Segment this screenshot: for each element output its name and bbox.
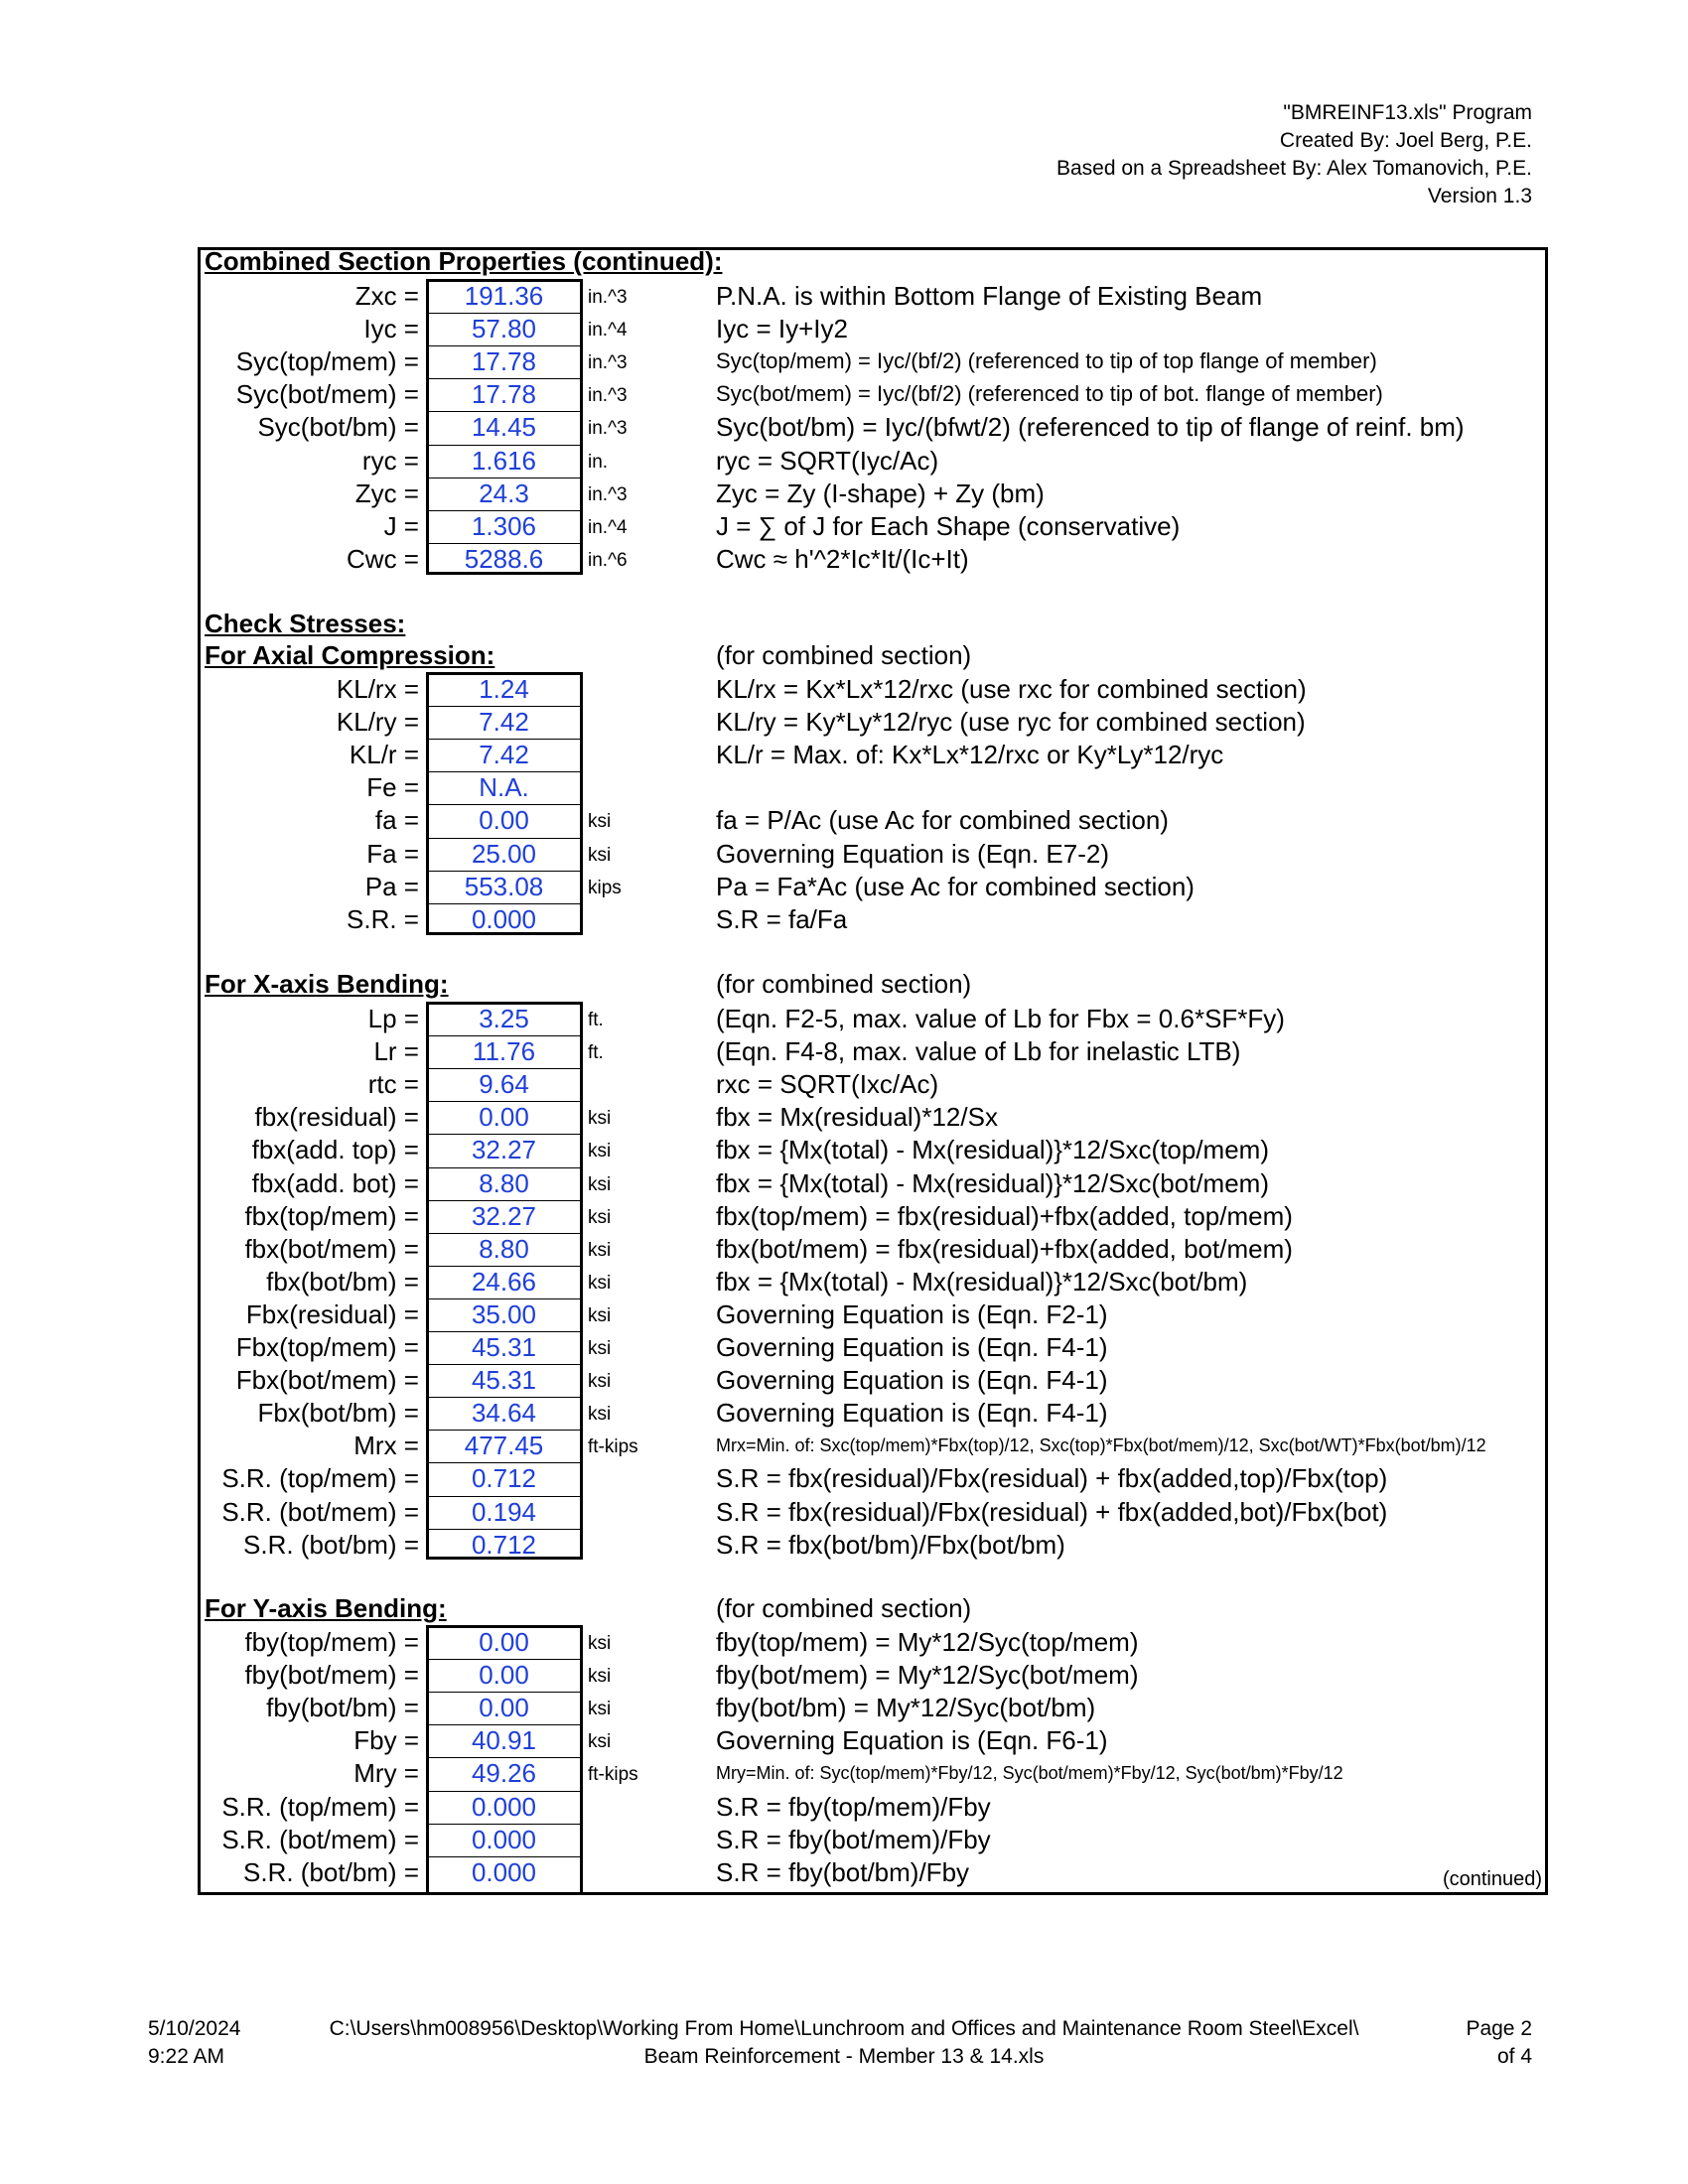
value-cell-divider — [426, 1430, 581, 1431]
xbend-row-label: fbx(residual) = — [254, 1102, 419, 1132]
xbend-row-desc: Governing Equation is (Eqn. F4-1) — [716, 1365, 1108, 1395]
value-cell-divider — [426, 1824, 581, 1825]
ybend-row-unit: ksi — [588, 1731, 612, 1752]
value-cell-divider — [426, 1233, 581, 1234]
axial-row-label: KL/rx = — [336, 674, 419, 704]
xbend-row-desc: Mrx=Min. of: Sxc(top/mem)*Fbx(top)/12, Sxc(top)*Fbx(bot/mem)/12, Sxc(bot/WT)*Fbx(bot/bm)/12 — [716, 1435, 1486, 1455]
combined-row-unit: in.^3 — [588, 352, 628, 373]
combined-row-unit: in.^6 — [588, 550, 628, 571]
axial-row-label: S.R. = — [347, 904, 419, 934]
xbend-row-label: Fbx(bot/bm) = — [257, 1398, 419, 1428]
combined-row-value: 191.36 — [464, 281, 544, 311]
footer-datetime — [148, 2015, 240, 2071]
axial-row-label: fa = — [374, 805, 419, 835]
xbend-row-desc: fbx = Mx(residual)*12/Sx — [716, 1102, 998, 1132]
combined-row-label: Cwc = — [347, 544, 419, 574]
xbend-note: (for combined section) — [716, 969, 972, 999]
xbend-row-value: 45.31 — [471, 1332, 537, 1362]
axial-note: (for combined section) — [716, 640, 972, 670]
xbend-row-desc: Governing Equation is (Eqn. F2-1) — [716, 1299, 1108, 1329]
footer-time: 9:22 AM — [148, 2045, 225, 2068]
xbend-row-desc: fbx = {Mx(total) - Mx(residual)}*12/Sxc(bot/bm) — [716, 1267, 1248, 1297]
ybend-row-unit: ksi — [588, 1666, 612, 1687]
combined-row-unit: in.^3 — [588, 484, 628, 505]
value-cell-divider — [426, 445, 581, 446]
ybend-row-label: S.R. (bot/mem) = — [221, 1825, 419, 1854]
axial-row-value: N.A. — [479, 772, 529, 802]
axial-row-value: 25.00 — [471, 839, 537, 869]
xbend-row-value: 24.66 — [471, 1267, 537, 1297]
ybend-row-desc: Mry=Min. of: Syc(top/mem)*Fby/12, Syc(bot/mem)*Fby/12, Syc(bot/bm)*Fby/12 — [716, 1763, 1343, 1783]
value-cell-divider — [426, 771, 581, 772]
xbend-row-unit: ft. — [588, 1010, 604, 1030]
combined-row-unit: in.^3 — [588, 287, 628, 308]
ybend-row-value: 0.000 — [471, 1825, 537, 1854]
footer-page — [1466, 2015, 1532, 2071]
axial-row-unit: kips — [588, 878, 622, 898]
axial-row-unit: ksi — [588, 845, 612, 866]
xbend-row-label: fbx(add. bot) = — [251, 1168, 419, 1198]
xbend-row-label: fbx(top/mem) = — [244, 1201, 419, 1231]
value-cell-divider — [426, 1462, 581, 1463]
xbend-row-value: 0.712 — [471, 1463, 537, 1493]
xbend-row-label: Lp = — [367, 1004, 419, 1033]
footer-file — [288, 2015, 1400, 2071]
value-cell-divider — [426, 1364, 581, 1365]
xbend-row-label: fbx(bot/bm) = — [266, 1267, 419, 1297]
value-cell-divider — [426, 1035, 581, 1036]
combined-row-desc: Cwc ≈ h'^2*Ic*It/(Ic+It) — [716, 544, 969, 574]
ybend-row-label: fby(bot/bm) = — [266, 1693, 419, 1722]
axial-row-unit: ksi — [588, 811, 612, 832]
xbend-row-desc: Governing Equation is (Eqn. F4-1) — [716, 1332, 1108, 1362]
xbend-row-unit: ksi — [588, 1174, 612, 1195]
xbend-row-unit: ksi — [588, 1240, 612, 1261]
axial-row-desc: fa = P/Ac (use Ac for combined section) — [716, 805, 1169, 835]
combined-row-label: Syc(bot/mem) = — [235, 379, 419, 409]
ybend-row-unit: ksi — [588, 1633, 612, 1654]
value-cell-divider — [426, 1791, 581, 1792]
combined-row-desc: J = ∑ of J for Each Shape (conservative) — [716, 511, 1181, 541]
combined-row-desc: Zyc = Zy (I-shape) + Zy (bm) — [716, 478, 1045, 508]
ybend-row-label: S.R. (bot/bm) = — [243, 1857, 419, 1887]
xbend-row-value: 35.00 — [471, 1299, 537, 1329]
xbend-row-unit: ksi — [588, 1404, 612, 1425]
value-cell-divider — [426, 706, 581, 707]
axial-row-desc: KL/r = Max. of: Kx*Lx*12/rxc or Ky*Ly*12/ryc — [716, 740, 1224, 769]
axial-row-desc: Governing Equation is (Eqn. E7-2) — [716, 839, 1109, 869]
xbend-row-label: Fbx(top/mem) = — [235, 1332, 419, 1362]
ybend-row-value: 49.26 — [471, 1758, 537, 1788]
value-cell-divider — [426, 1529, 581, 1530]
ybend-row-label: S.R. (top/mem) = — [221, 1792, 419, 1822]
footer-page-of: of 4 — [1496, 2045, 1532, 2068]
axial-row-value: 1.24 — [479, 674, 529, 704]
combined-row-value: 24.3 — [479, 478, 529, 508]
value-cell-divider — [426, 804, 581, 805]
xbend-row-value: 0.712 — [471, 1530, 537, 1560]
ybend-row-value: 0.00 — [479, 1627, 529, 1657]
combined-row-unit: in.^3 — [588, 385, 628, 406]
xbend-row-desc: S.R = fbx(bot/bm)/Fbx(bot/bm) — [716, 1530, 1065, 1560]
axial-row-value: 0.00 — [479, 805, 529, 835]
xbend-row-value: 32.27 — [471, 1135, 537, 1164]
axial-row-value: 553.08 — [464, 872, 544, 901]
xbend-row-label: S.R. (top/mem) = — [221, 1463, 419, 1493]
ybend-row-value: 0.000 — [471, 1857, 537, 1887]
ybend-row-label: fby(top/mem) = — [244, 1627, 419, 1657]
ybend-row-desc: fby(top/mem) = My*12/Syc(top/mem) — [716, 1627, 1139, 1657]
xbend-row-label: rtc = — [367, 1069, 419, 1099]
xbend-row-desc: fbx(top/mem) = fbx(residual)+fbx(added, top/mem) — [716, 1201, 1293, 1231]
value-cell-divider — [426, 1692, 581, 1693]
combined-row-desc: Iyc = Iy+Iy2 — [716, 314, 848, 343]
xbend-row-unit: ksi — [588, 1108, 612, 1129]
xbend-row-unit: ft-kips — [588, 1436, 638, 1457]
combined-row-desc: P.N.A. is within Bottom Flange of Existing Beam — [716, 281, 1263, 311]
footer-path: C:\Users\hm008956\Desktop\Working From Home\Lunchroom and Offices and Maintenance Room Steel\Excel\ — [329, 2017, 1359, 2040]
combined-row-label: Zxc = — [354, 281, 419, 311]
xbend-row-unit: ksi — [588, 1273, 612, 1294]
combined-row-desc: Syc(bot/bm) = Iyc/(bfwt/2) (referenced to tip of flange of reinf. bm) — [716, 412, 1465, 442]
value-cell-divider — [426, 838, 581, 839]
xbend-title: For X-axis Bending: — [205, 969, 449, 999]
ybend-note: (for combined section) — [716, 1593, 972, 1623]
xbend-row-desc: fbx = {Mx(total) - Mx(residual)}*12/Sxc(bot/mem) — [716, 1168, 1269, 1198]
combined-row-unit: in.^4 — [588, 517, 628, 538]
xbend-row-label: Fbx(bot/mem) = — [235, 1365, 419, 1395]
xbend-row-label: Lr = — [373, 1036, 419, 1066]
header-line-2: Created By: Joel Berg, P.E. — [1279, 129, 1532, 152]
program-header — [1056, 99, 1532, 210]
ybend-row-desc: Governing Equation is (Eqn. F6-1) — [716, 1725, 1108, 1755]
value-cell-divider — [426, 345, 581, 346]
xbend-row-value: 9.64 — [479, 1069, 529, 1099]
value-cell-divider — [426, 1068, 581, 1069]
axial-row-label: KL/ry = — [336, 707, 419, 737]
header-line-3: Based on a Spreadsheet By: Alex Tomanovich, P.E. — [1055, 157, 1532, 180]
xbend-row-desc: fbx(bot/mem) = fbx(residual)+fbx(added, bot/mem) — [716, 1234, 1293, 1264]
ybend-row-desc: S.R = fby(bot/bm)/Fby — [716, 1857, 970, 1887]
value-cell-divider — [426, 1134, 581, 1135]
value-cell-divider — [426, 411, 581, 412]
axial-row-label: KL/r = — [349, 740, 419, 769]
combined-row-value: 14.45 — [471, 412, 537, 442]
xbend-row-label: fbx(bot/mem) = — [244, 1234, 419, 1264]
combined-row-label: ryc = — [361, 446, 419, 476]
combined-section-title: Combined Section Properties (continued): — [205, 246, 723, 276]
value-cell-divider — [426, 1496, 581, 1497]
ybend-title: For Y-axis Bending: — [205, 1593, 447, 1623]
value-cell-divider — [426, 1167, 581, 1168]
combined-row-value: 1.306 — [471, 511, 537, 541]
ybend-row-value: 0.00 — [479, 1660, 529, 1690]
ybend-row-value: 0.00 — [479, 1693, 529, 1722]
ybend-row-desc: fby(bot/mem) = My*12/Syc(bot/mem) — [716, 1660, 1139, 1690]
xbend-row-value: 45.31 — [471, 1365, 537, 1395]
xbend-row-value: 11.76 — [472, 1036, 536, 1066]
ybend-row-label: fby(bot/mem) = — [244, 1660, 419, 1690]
xbend-row-desc: fbx = {Mx(total) - Mx(residual)}*12/Sxc(top/mem) — [716, 1135, 1269, 1164]
footer-page-num: Page 2 — [1466, 2017, 1532, 2040]
combined-row-label: Syc(top/mem) = — [235, 346, 419, 376]
value-cell-divider — [426, 1856, 581, 1857]
combined-row-label: Zyc = — [354, 478, 419, 508]
value-cell-divider — [426, 1724, 581, 1725]
ybend-row-value: 40.91 — [471, 1725, 537, 1755]
xbend-row-desc: (Eqn. F2-5, max. value of Lb for Fbx = 0.6*SF*Fy) — [716, 1004, 1285, 1033]
ybend-row-desc: S.R = fby(top/mem)/Fby — [716, 1792, 991, 1822]
continued-note: (continued) — [1442, 1868, 1542, 1890]
combined-row-value: 1.616 — [471, 446, 537, 476]
axial-row-desc: S.R = fa/Fa — [716, 904, 848, 934]
ybend-row-desc: S.R = fby(bot/mem)/Fby — [716, 1825, 991, 1854]
axial-row-value: 7.42 — [479, 707, 529, 737]
check-stresses-title: Check Stresses: — [205, 609, 406, 638]
ybend-row-label: Mry = — [353, 1758, 419, 1788]
xbend-row-unit: ft. — [588, 1042, 604, 1063]
value-cell-divider — [426, 1200, 581, 1201]
xbend-row-value: 8.80 — [479, 1168, 529, 1198]
axial-row-desc: KL/rx = Kx*Lx*12/rxc (use rxc for combined section) — [716, 674, 1307, 704]
xbend-row-value: 8.80 — [479, 1234, 529, 1264]
xbend-row-desc: rxc = SQRT(Ixc/Ac) — [716, 1069, 939, 1099]
ybend-row-desc: fby(bot/bm) = My*12/Syc(bot/bm) — [716, 1693, 1096, 1722]
axial-row-desc: Pa = Fa*Ac (use Ac for combined section) — [716, 872, 1195, 901]
ybend-row-unit: ksi — [588, 1699, 612, 1719]
combined-row-label: Iyc = — [363, 314, 419, 343]
xbend-row-label: Mrx = — [353, 1431, 419, 1460]
xbend-row-label: Fbx(residual) = — [245, 1299, 419, 1329]
axial-row-label: Fe = — [366, 772, 419, 802]
xbend-row-desc: (Eqn. F4-8, max. value of Lb for inelastic LTB) — [716, 1036, 1241, 1066]
combined-row-desc: Syc(bot/mem) = Iyc/(bf/2) (referenced to tip of bot. flange of member) — [716, 381, 1383, 406]
xbend-row-unit: ksi — [588, 1207, 612, 1228]
combined-row-value: 17.78 — [471, 379, 537, 409]
axial-row-desc: KL/ry = Ky*Ly*12/ryc (use ryc for combined section) — [716, 707, 1306, 737]
xbend-row-unit: ksi — [588, 1338, 612, 1359]
xbend-row-unit: ksi — [588, 1141, 612, 1161]
value-cell-divider — [426, 739, 581, 740]
value-cell-divider — [426, 313, 581, 314]
xbend-row-label: S.R. (bot/bm) = — [243, 1530, 419, 1560]
xbend-row-unit: ksi — [588, 1371, 612, 1392]
ybend-row-label: Fby = — [353, 1725, 419, 1755]
xbend-row-label: S.R. (bot/mem) = — [221, 1497, 419, 1527]
value-cell-divider — [426, 1397, 581, 1398]
combined-row-desc: Syc(top/mem) = Iyc/(bf/2) (referenced to tip of top flange of member) — [716, 348, 1377, 373]
xbend-row-value: 34.64 — [471, 1398, 537, 1428]
value-cell-divider — [426, 1266, 581, 1267]
xbend-row-value: 477.45 — [464, 1431, 544, 1460]
xbend-row-value: 0.00 — [479, 1102, 529, 1132]
value-cell-divider — [426, 543, 581, 544]
value-cell-divider — [426, 1298, 581, 1299]
combined-row-unit: in. — [588, 452, 609, 473]
value-cell-divider — [426, 871, 581, 872]
value-cell-divider — [426, 1101, 581, 1102]
value-cell-divider — [426, 510, 581, 511]
axial-row-label: Pa = — [364, 872, 419, 901]
footer-date: 5/10/2024 — [148, 2017, 241, 2040]
value-cell-divider — [426, 1331, 581, 1332]
axial-row-value: 0.000 — [471, 904, 537, 934]
combined-row-value: 17.78 — [471, 346, 537, 376]
ybend-row-value: 0.000 — [471, 1792, 537, 1822]
combined-row-unit: in.^4 — [588, 320, 628, 341]
value-cell-divider — [426, 1659, 581, 1660]
value-cell-divider — [426, 903, 581, 904]
value-cell-divider — [426, 1757, 581, 1758]
footer-filename: Beam Reinforcement - Member 13 & 14.xls — [643, 2045, 1045, 2068]
xbend-row-desc: Governing Equation is (Eqn. F4-1) — [716, 1398, 1108, 1428]
combined-row-desc: ryc = SQRT(Iyc/Ac) — [716, 446, 939, 476]
header-line-1: "BMREINF13.xls" Program — [1283, 101, 1532, 124]
combined-row-label: J = — [383, 511, 419, 541]
axial-title: For Axial Compression: — [205, 640, 495, 670]
combined-row-value: 5288.6 — [464, 544, 544, 574]
xbend-row-unit: ksi — [588, 1305, 612, 1326]
xbend-row-value: 0.194 — [471, 1497, 537, 1527]
combined-row-unit: in.^3 — [588, 418, 628, 439]
header-line-4: Version 1.3 — [1427, 185, 1532, 207]
xbend-row-desc: S.R = fbx(residual)/Fbx(residual) + fbx(added,top)/Fbx(top) — [716, 1463, 1388, 1493]
xbend-row-value: 3.25 — [479, 1004, 529, 1033]
xbend-row-label: fbx(add. top) = — [251, 1135, 419, 1164]
combined-row-label: Syc(bot/bm) = — [257, 412, 419, 442]
xbend-row-value: 32.27 — [471, 1201, 537, 1231]
axial-row-value: 7.42 — [479, 740, 529, 769]
xbend-row-desc: S.R = fbx(residual)/Fbx(residual) + fbx(added,bot)/Fbx(bot) — [716, 1497, 1388, 1527]
combined-row-value: 57.80 — [471, 314, 537, 343]
ybend-row-unit: ft-kips — [588, 1764, 638, 1785]
axial-row-label: Fa = — [366, 839, 419, 869]
value-cell-divider — [426, 378, 581, 379]
